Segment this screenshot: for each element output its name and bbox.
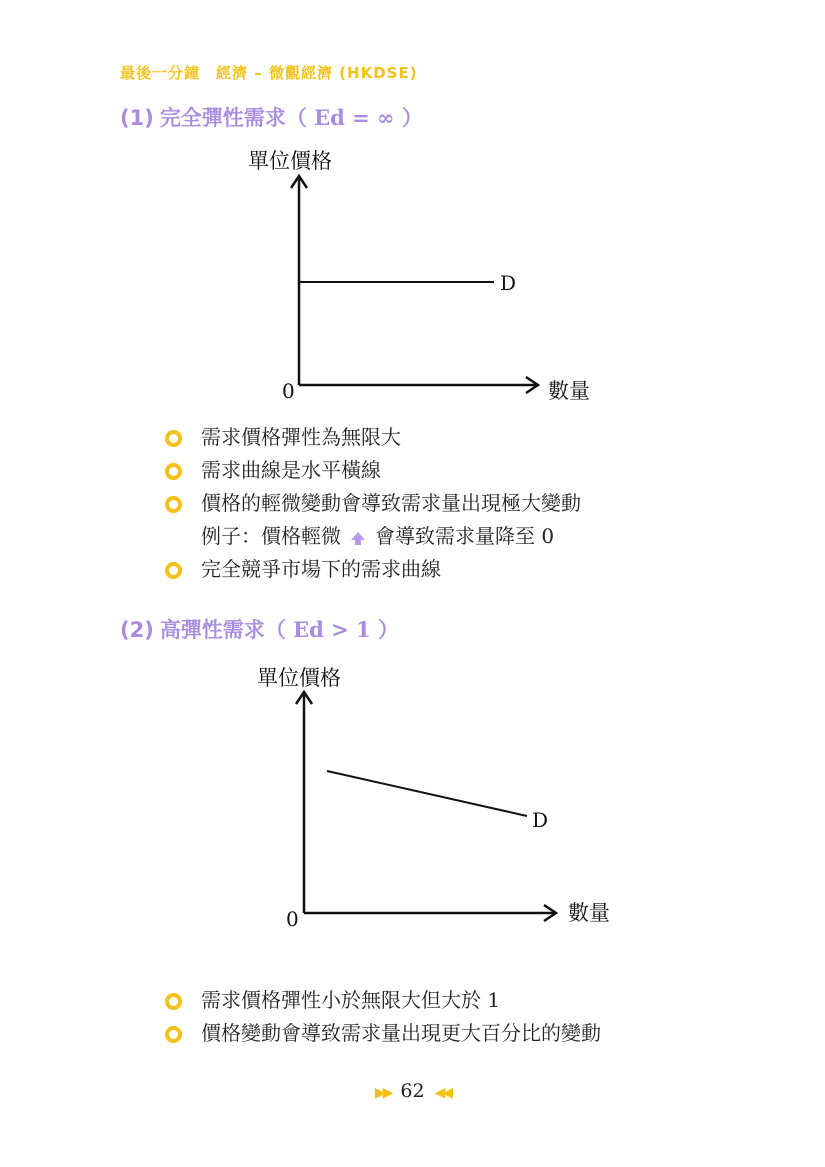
bullet-icon (165, 463, 182, 480)
section-2-heading: 高彈性需求 (159, 618, 265, 642)
list-item: 價格變動會導致需求量出現更大百分比的變動 (165, 1017, 601, 1050)
list-item: 完全競爭市場下的需求曲線 (165, 553, 581, 586)
example-line: 例子：價格輕微 會導致需求量降至 0 (201, 524, 555, 548)
left-arrows-icon: ◀◀ (434, 1085, 451, 1101)
bullet-icon (165, 430, 182, 447)
section-2-formula: （ Ed > 1 ） (264, 617, 399, 642)
bullet-icon (165, 496, 182, 513)
section-2-bullet-list (165, 984, 601, 1050)
graph-2-x-label: 數量 (568, 901, 610, 925)
graph-2-demand-label: D (532, 808, 549, 832)
graph-1-demand-label: D (500, 271, 517, 295)
list-item: 價格的輕微變動會導致需求量出現極大變動 例子：價格輕微 會導致需求量降至 0 (165, 487, 581, 553)
section-1-formula: （ Ed = ∞ ） (285, 105, 423, 130)
graph-2-y-label: 單位價格 (257, 666, 341, 690)
section-2-number: (2) (120, 618, 154, 642)
bullet-icon (165, 562, 182, 579)
list-item: 需求價格彈性為無限大 (165, 421, 581, 454)
page-footer (0, 1080, 825, 1102)
list-item: 需求曲線是水平橫線 (165, 454, 581, 487)
bullet-icon (165, 993, 182, 1010)
section-2-title (120, 614, 399, 644)
graph-1-origin: 0 (282, 379, 295, 403)
page-number: 62 (400, 1080, 425, 1102)
running-header: 最後一分鐘 經濟 – 微觀經濟 (HKDSE) (120, 64, 418, 82)
right-arrows-icon: ▶▶ (374, 1085, 391, 1101)
list-item: 需求價格彈性小於無限大但大於 1 (165, 984, 601, 1017)
section-1-number: (1) (120, 106, 154, 130)
graph-1-x-label: 數量 (548, 379, 590, 403)
bullet-icon (165, 1026, 182, 1043)
graph-2-demand-curve (327, 771, 527, 816)
section-1-bullet-list (165, 421, 581, 586)
section-1-heading: 完全彈性需求 (159, 106, 286, 130)
graph-1-y-label: 單位價格 (248, 149, 332, 173)
graph-2-origin: 0 (286, 907, 299, 931)
up-arrow-icon (351, 532, 365, 540)
